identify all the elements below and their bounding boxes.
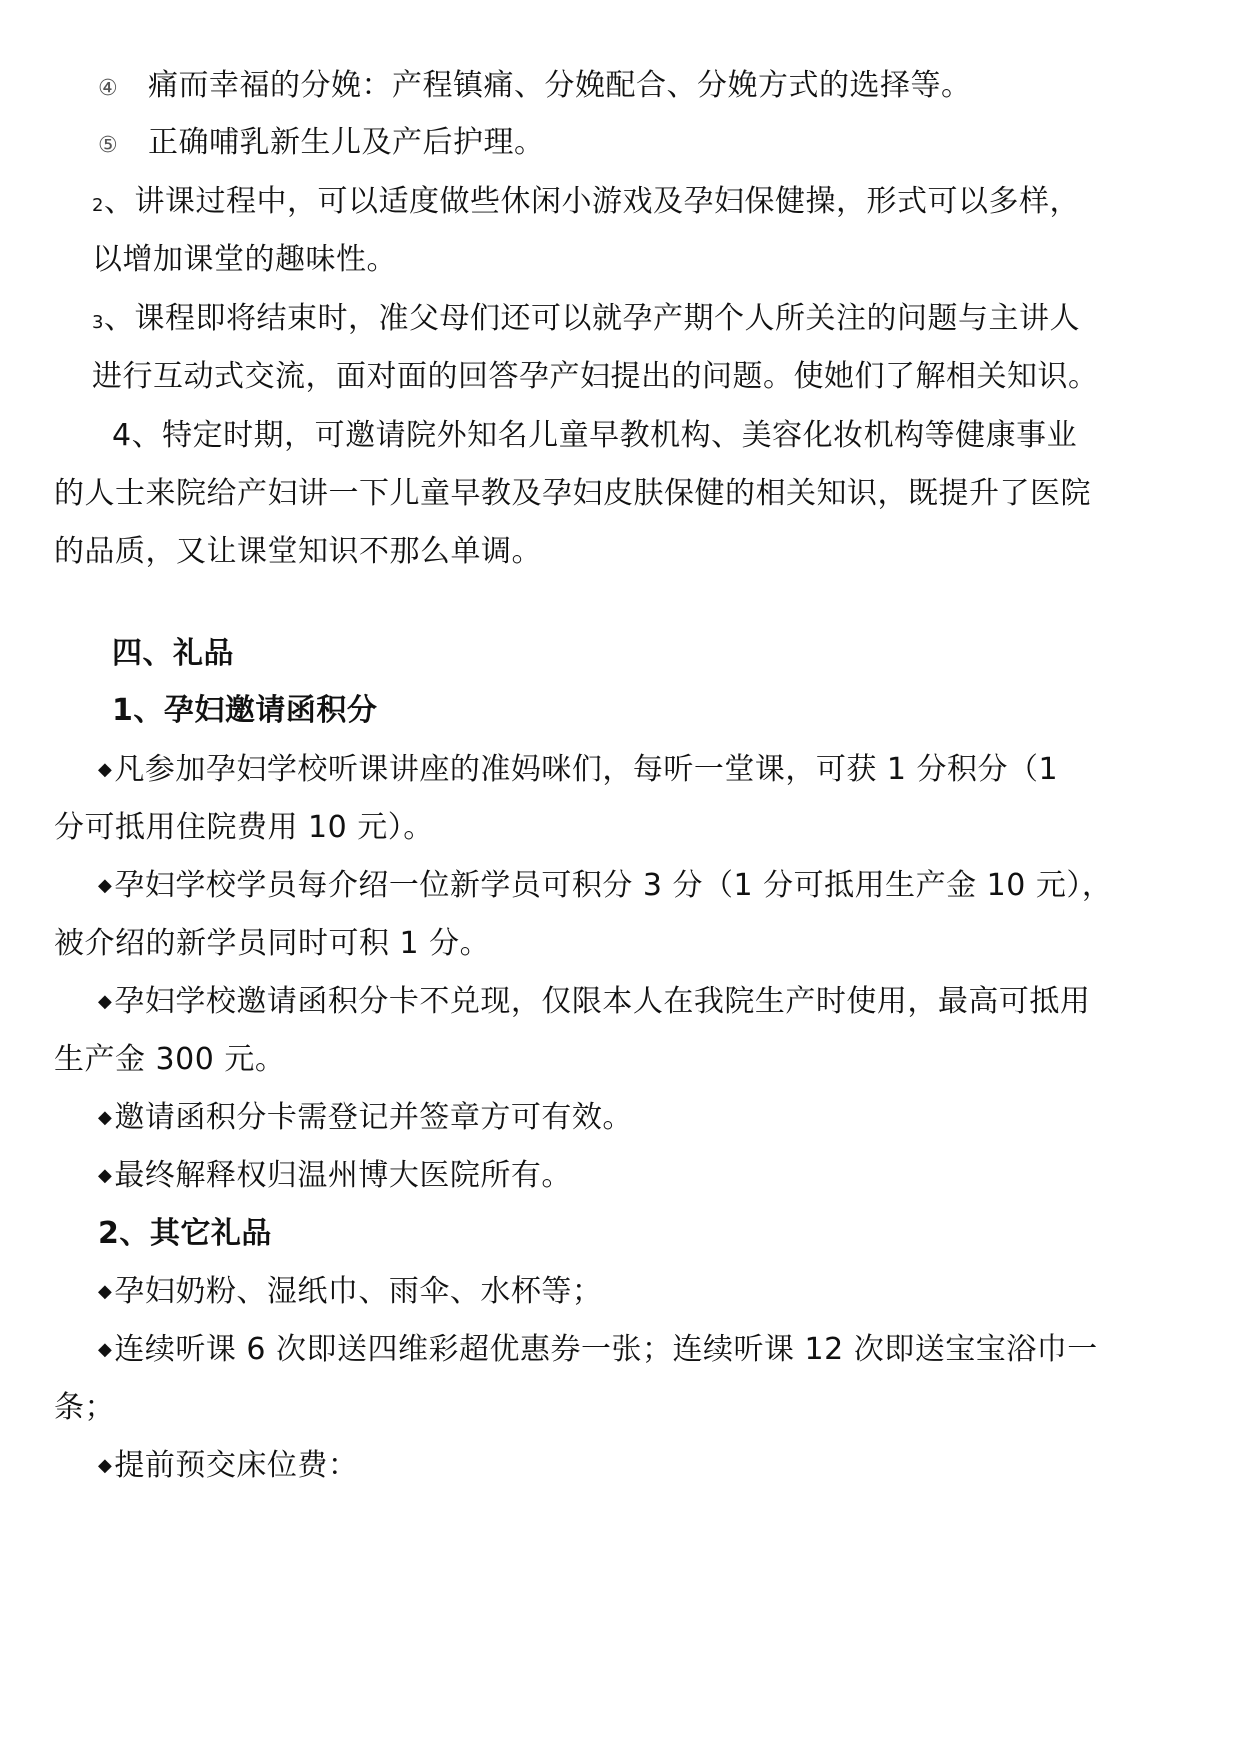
diamond-bullet-icon: ◆	[98, 1455, 113, 1476]
bullet-item	[98, 1328, 1098, 1372]
paragraph-item-3	[92, 297, 1080, 345]
paragraph-line: 的品质，又让课堂知识不那么单调。	[54, 534, 542, 569]
list-marker: ⑤	[98, 133, 119, 158]
list-item-text: 痛而幸福的分娩：产程镇痛、分娩配合、分娩方式的选择等。	[148, 68, 972, 103]
bullet-text: 邀请函积分卡需登记并签章方可有效。	[114, 1100, 633, 1135]
bullet-text: 孕妇学校邀请函积分卡不兑现，仅限本人在我院生产时使用，最高可抵用	[114, 984, 1091, 1019]
bullet-text: 连续听课 6 次即送四维彩超优惠券一张；连续听课 12 次即送宝宝浴巾一	[114, 1332, 1098, 1367]
paragraph-number: 2	[92, 195, 104, 216]
list-item	[98, 121, 545, 168]
list-item-text: 正确哺乳新生儿及产后护理。	[148, 125, 545, 160]
paragraph-item-2	[92, 180, 1080, 228]
bullet-text: 凡参加孕妇学校听课讲座的准妈咪们，每听一堂课，可获 1 分积分（1	[114, 752, 1059, 787]
bullet-text: 最终解释权归温州博大医院所有。	[114, 1158, 572, 1193]
paragraph-line: 进行互动式交流，面对面的回答孕产妇提出的问题。使她们了解相关知识。	[92, 359, 1099, 394]
diamond-bullet-icon: ◆	[98, 991, 113, 1012]
diamond-bullet-icon: ◆	[98, 875, 113, 896]
bullet-item	[98, 980, 1090, 1024]
bullet-continuation: 生产金 300 元。	[54, 1042, 286, 1077]
bullet-item	[98, 1444, 358, 1488]
bullet-continuation: 被介绍的新学员同时可积 1 分。	[54, 926, 491, 961]
subsection-heading: 2、其它礼品	[98, 1216, 272, 1251]
paragraph-number: 3	[92, 312, 104, 333]
diamond-bullet-icon: ◆	[98, 1107, 113, 1128]
subsection-heading: 1、孕妇邀请函积分	[112, 693, 378, 728]
bullet-text: 提前预交床位费：	[114, 1448, 359, 1483]
diamond-bullet-icon: ◆	[98, 1281, 113, 1302]
diamond-bullet-icon: ◆	[98, 1165, 113, 1186]
bullet-item	[98, 1154, 572, 1198]
bullet-text: 孕妇学校学员每介绍一位新学员可积分 3 分（1 分可抵用生产金 10 元），	[114, 868, 1113, 903]
bullet-item	[98, 748, 1058, 792]
section-heading: 四、礼品	[112, 636, 234, 671]
list-marker: ④	[98, 76, 119, 101]
bullet-text: 孕妇奶粉、湿纸巾、雨伞、水杯等；	[114, 1274, 603, 1309]
diamond-bullet-icon: ◆	[98, 1339, 113, 1360]
bullet-continuation: 分可抵用住院费用 10 元）。	[54, 810, 434, 845]
bullet-continuation: 条；	[54, 1390, 115, 1425]
paragraph-line: 的人士来院给产妇讲一下儿童早教及孕妇皮肤保健的相关知识，既提升了医院	[54, 476, 1091, 511]
paragraph-text: 、讲课过程中，可以适度做些休闲小游戏及孕妇保健操，形式可以多样，	[103, 184, 1080, 219]
bullet-item	[98, 1270, 602, 1314]
diamond-bullet-icon: ◆	[98, 759, 113, 780]
paragraph-text: 、课程即将结束时，准父母们还可以就孕产期个人所关注的问题与主讲人	[103, 301, 1080, 336]
paragraph-item-4: 4、特定时期，可邀请院外知名儿童早教机构、美容化妆机构等健康事业	[112, 418, 1078, 453]
bullet-item	[98, 864, 1112, 908]
list-item	[98, 64, 972, 111]
bullet-item	[98, 1096, 633, 1140]
paragraph-line: 以增加课堂的趣味性。	[92, 242, 397, 277]
